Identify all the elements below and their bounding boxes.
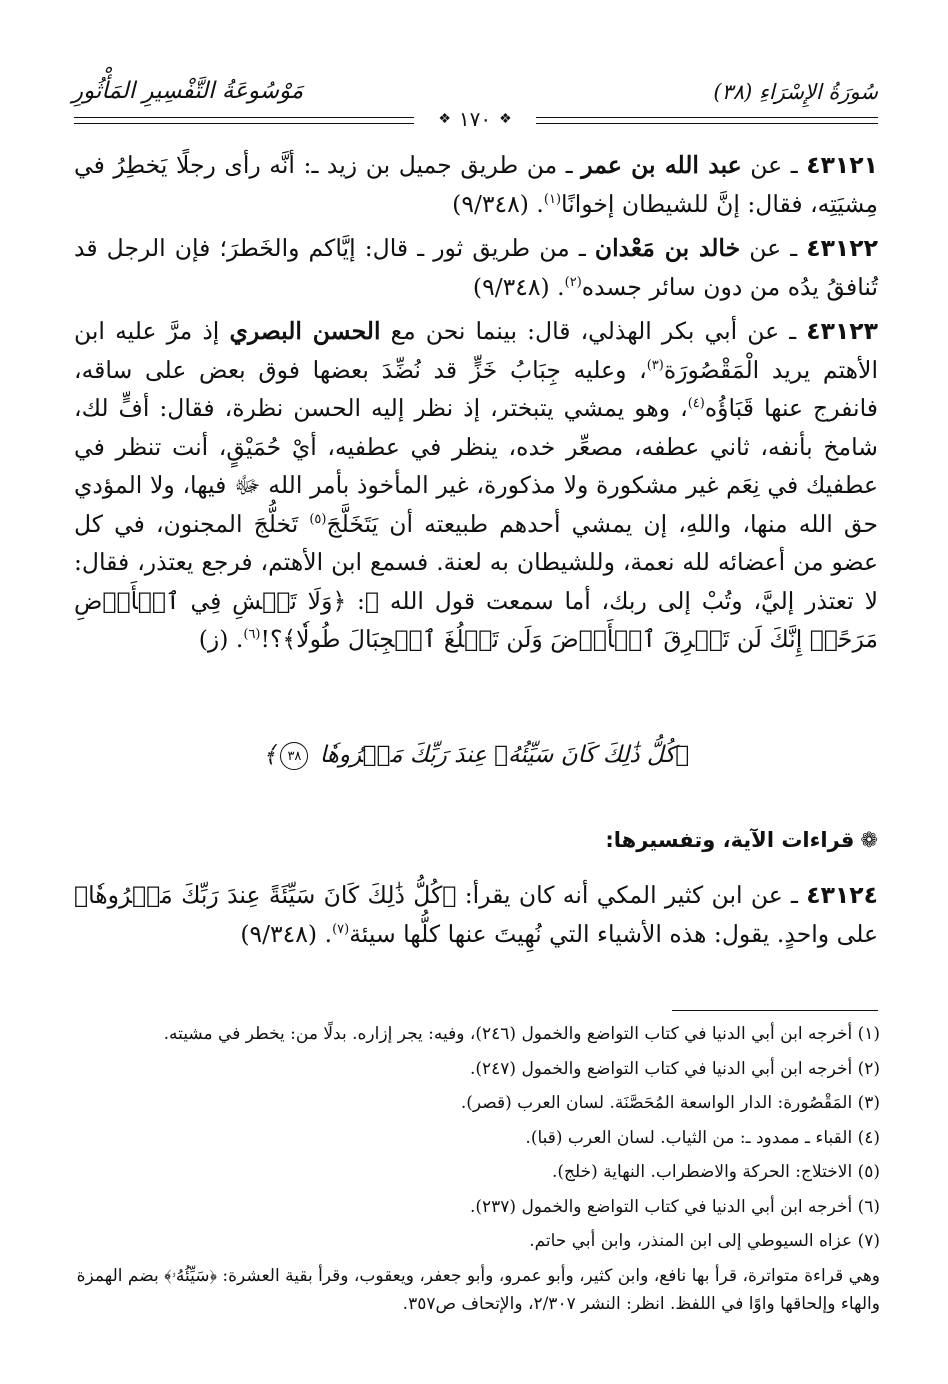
volume-reference: (٩/٣٤٨)	[472, 272, 550, 301]
entry-number: ٤٣١٢٣	[806, 317, 878, 345]
footnotes	[74, 1020, 880, 1319]
entry-text: ـ عن ابن كثير المكي أنه كان يقرأ: ﴿كُلُّ ذَٰلِكَ كَانَ سَيِّئَةً عِندَ رَبِّكَ مَكۡرُوهٗا﴾ على واحدٍ. يقول: هذه الأشياء التي نُهِيتَ عنها كلُّها سيئة	[74, 881, 878, 948]
verse-close: ﴾	[262, 742, 277, 768]
entry-text: . (ز)	[198, 625, 244, 653]
footnote-marker[interactable]: (٣)	[646, 357, 664, 373]
entry-text: ، وهو يمشي يتبختر، إذ نظر إليه الحسن نظرة، فقال: أفٍّ لك، شامخ بأنفه، ثاني عطفه، مصعِّر خده، ينظر في عطفيه، أيْ حُمَيْقٍ، أنت تنظر في عطفيك في نِعَم غير مشكورة ولا مذكورة، غير المأخوذ بأمر الله ﷻ فيها، ولا المؤدي حق الله منها، واللهِ، إن يمشي أحدهم طبيعته أن يَتَخَلَّجَ	[74, 394, 878, 538]
narrator-name: عبد الله بن عمر	[581, 151, 742, 179]
flower-icon: ❁	[860, 828, 878, 852]
entry-text: ـ عن	[741, 151, 798, 179]
book-title: مَوْسُوعَةُ التَّفْسِيرِ المَأْثُورِ	[72, 78, 304, 104]
ayah-number-badge: ٣٨	[280, 742, 308, 770]
main-text-continued	[74, 876, 878, 959]
footnote-separator	[672, 1010, 878, 1011]
page-number: ١٧٠	[458, 107, 492, 131]
footnote: (٧) عزاه السيوطي إلى ابن المنذر، وابن أبي حاتم.	[529, 1231, 880, 1251]
entry-text: إذ مرَّ عليه ابن الأهتم يريد الْمَقْصُورَة	[74, 317, 878, 384]
entry	[74, 876, 878, 953]
page-number-box	[414, 106, 536, 132]
entry-text: ـ من طريق جميل بن زيد ـ: أنَّه رأى رجلًا يَخطِرُ في مِشيَتِه، فقال: إنَّ للشيطان إخوانًا	[74, 151, 878, 218]
surah-title: سُورَةُ الإِسْرَاءِ (٣٨)	[713, 80, 878, 104]
entry-text: ـ من طريق ثور ـ قال: إيَّاكم والخَطرَ؛ فإن الرجل قد تُنافقُ يدُه من دون سائر جسده	[74, 234, 878, 301]
entry-text: .	[536, 189, 544, 218]
entry-text: ، وعليه جِبَابُ خَزٍّ قد نُضِّدَ بعضها فوق بعض على ساقه، فانفرج عنها قَبَاؤُه	[74, 355, 878, 422]
entry-text: .	[324, 919, 333, 948]
narrator-name: الحسن البصري	[229, 317, 381, 345]
footnote: (١) أخرجه ابن أبي الدنيا في كتاب التواضع والخمول (٢٤٦)، وفيه: يجر إزاره. بدلًا من: يخطر في مشيته.	[163, 1024, 880, 1044]
quran-verse	[74, 742, 878, 770]
entry-number: ٤٣١٢٤	[806, 881, 878, 909]
entry	[74, 312, 878, 659]
narrator-name: خالد بن مَعْدان	[594, 234, 741, 262]
footnote-marker[interactable]: (٥)	[309, 511, 327, 527]
footnote: (٣) المَقْصُورة: الدار الواسعة المُحَصَّنَة. لسان العرب (قصر).	[460, 1093, 880, 1113]
footnote-continuation: وهي قراءة متواترة، قرأ بها نافع، وابن كثير، وأبو عمرو، وأبو جعفر، ويعقوب، وقرأ بقية العشرة: ﴿سَيِّئُهُۥ﴾ بضم الهمزة والهاء وإلحاقها واوًا في اللفظ. انظر: النشر ٢/٣٠٧، والإتحاف ص٣٥٧.	[76, 1265, 880, 1314]
section-heading	[605, 828, 878, 852]
footnote: (٥) الاختلاج: الحركة والاضطراب. النهاية (خلج).	[552, 1162, 880, 1182]
volume-reference: (٩/٣٤٨)	[240, 919, 318, 948]
footnote-marker[interactable]: (٧)	[332, 921, 350, 937]
footnote: (٦) أخرجه ابن أبي الدنيا في كتاب التواضع والخمول (٢٣٧).	[469, 1196, 880, 1217]
footnote: (٢) أخرجه ابن أبي الدنيا في كتاب التواضع والخمول (٢٤٧).	[469, 1058, 880, 1079]
ornament-icon: ❖	[438, 111, 451, 127]
entry-text: ـ عن	[740, 234, 798, 262]
entry	[74, 229, 878, 306]
entry	[74, 146, 878, 223]
entry-number: ٤٣١٢٢	[806, 234, 878, 262]
entry-number: ٤٣١٢١	[806, 151, 878, 179]
ornament-icon: ❖	[499, 111, 512, 127]
footnote-marker[interactable]: (١)	[543, 191, 562, 207]
entry-text: .	[557, 272, 565, 301]
footnote-marker[interactable]: (٦)	[243, 627, 261, 643]
verse-text: ﴿كُلُّ ذَٰلِكَ كَانَ سَيِّئُهُۥ عِندَ رَبِّكَ مَكۡرُوهٗا	[319, 742, 690, 768]
entry-text: ـ عن أبي بكر الهذلي، قال: بينما نحن مع	[380, 317, 797, 345]
footnote-marker[interactable]: (٢)	[564, 274, 582, 290]
volume-reference: (٩/٣٤٨)	[452, 189, 529, 218]
section-title: قراءات الآية، وتفسيرها:	[605, 828, 855, 852]
footnote: (٤) القباء ـ ممدود ـ: من الثياب. لسان العرب (قبا).	[525, 1127, 880, 1148]
main-text	[74, 146, 878, 665]
entry-text: تَخلُّجَ المجنون، في كل عضو من أعضائه لله نعمة، وللشيطان به لعنة. فسمع ابن الأهتم، فرجع يعتذر، فقال: لا تعتذر إليَّ، وتُبْ إلى ربك، أما سمعت قول الله ﷻ: ﴿وَلَا تَمۡشِ فِي ٱلۡأَرۡضِ مَرَحًاۖ إِنَّكَ لَن تَخۡرِقَ ٱلۡأَرۡضَ وَلَن تَبۡلُغَ ٱلۡجِبَالَ طُولٗا﴾؟!	[74, 509, 878, 653]
footnote-marker[interactable]: (٤)	[687, 396, 705, 412]
